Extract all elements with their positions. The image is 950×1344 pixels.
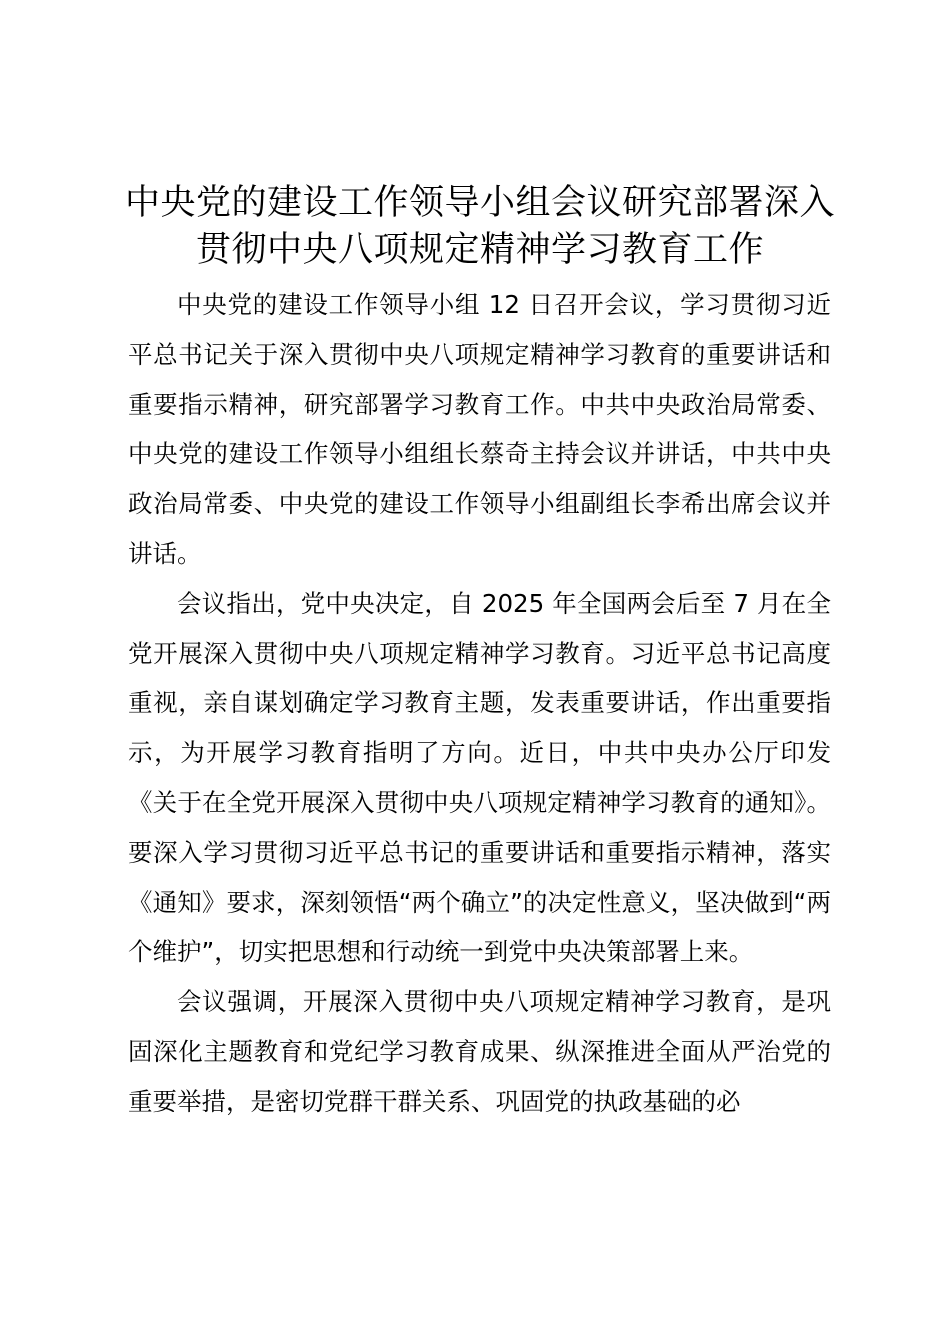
paragraph: 中央党的建设工作领导小组 12 日召开会议，学习贯彻习近平总书记关于深入贯彻中央八项规定精神学习教育的重要讲话和重要指示精神，研究部署学习教育工作。中共中央政治局常委、中央党的建设工作领导小组组长蔡奇主持会议并讲话，中共中央政治局常委、中央党的建设工作领导小组副组长李希出席会议并讲话。 [128,290,831,568]
paragraph: 会议指出，党中央决定，自 2025 年全国两会后至 7 月在全党开展深入贯彻中央八项规定精神学习教育。习近平总书记高度重视，亲自谋划确定学习教育主题，发表重要讲话，作出重要指示，为开展学习教育指明了方向。近日，中共中央办公厅印发《关于在全党开展深入贯彻中央八项规定精神学习教育的通知》。要深入学习贯彻习近平总书记的重要讲话和重要指示精神，落实《通知》要求，深刻领悟“两个确立”的决定性意义，坚决做到“两个维护”，切实把思想和行动统一到党中央决策部署上来。 [128,588,831,967]
document-title [100,180,860,274]
title-line-2: 贯彻中央八项规定精神学习教育工作 [195,230,764,270]
document-body [128,280,831,1127]
title-line-1: 中央党的建设工作领导小组会议研究部署深入 [124,183,835,223]
paragraph: 会议强调，开展深入贯彻中央八项规定精神学习教育，是巩固深化主题教育和党纪学习教育成果、纵深推进全面从严治党的重要举措，是密切党群干群关系、巩固党的执政基础的必 [128,987,831,1116]
